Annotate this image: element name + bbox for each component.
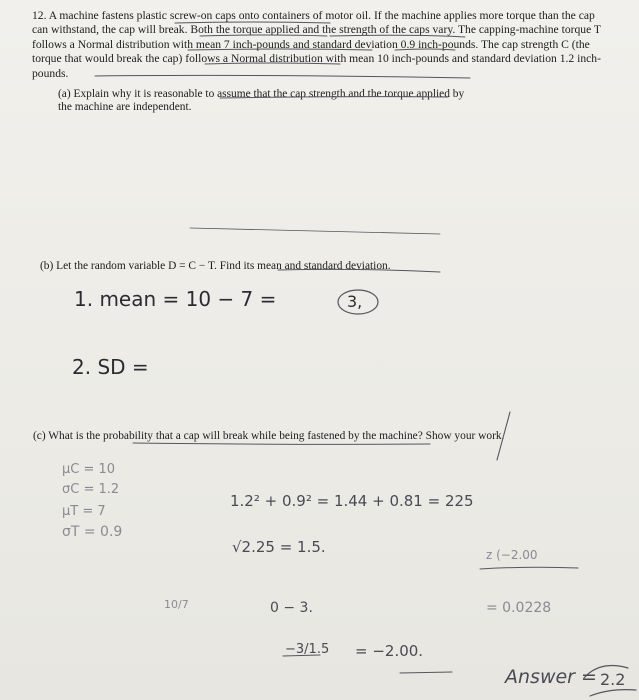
hw-difference: 0 − 3. [270,600,313,616]
hw-z-score: z (−2.00 [486,548,538,562]
hw-variance-calc: 1.2² + 0.9² = 1.44 + 0.81 = 225 [230,492,474,510]
hw-answer-label: Answer = [505,666,597,688]
hw-b-line1: 1. mean = 10 − 7 = [74,287,277,311]
question-c: (c) What is the probability that a cap will break while being fastened by the machine? Show your work. [33,430,505,442]
hw-z-result: = −2.00. [355,642,424,660]
hw-answer-value: 2.2 [600,670,626,689]
hw-fraction: −3/1.5 [285,642,330,657]
hw-sqrt-calc: √2.25 = 1.5. [232,538,326,556]
question-a: (a) Explain why it is reasonable to assume that the cap strength and the torque applied by the machine are independent. [58,88,465,113]
problem-text: A machine fastens plastic screw-on caps onto containers of motor oil. If the machine applies more torque than the cap can withstand, the cap will break. Both the torque applied and the strength of the caps vary. The capping-machine torque T follows a Normal distribution with mean 7 inch-pounds and standard deviation 0.9 inch-pounds. The cap strength C (the torque that would break the cap) follows a Normal distribution with mean 10 inch-pounds and standard deviation 1.2 inch-pounds. [32,9,601,80]
hw-mu-t: μT = 7 [62,504,106,519]
hw-mu-c: μC = 10 [62,462,116,477]
hw-small-fraction: 10/7 [164,598,189,611]
hw-sigma-t: σT = 0.9 [62,524,123,540]
hw-b-line2: 2. SD = [72,355,149,379]
problem-statement [32,9,612,81]
hw-probability: = 0.0228 [486,600,552,616]
hw-b-answer: 3, [347,292,363,311]
problem-number: 12. [32,9,47,22]
question-b: (b) Let the random variable D = C − T. Find its mean and standard deviation. [40,260,391,272]
hw-sigma-c: σC = 1.2 [62,482,120,497]
